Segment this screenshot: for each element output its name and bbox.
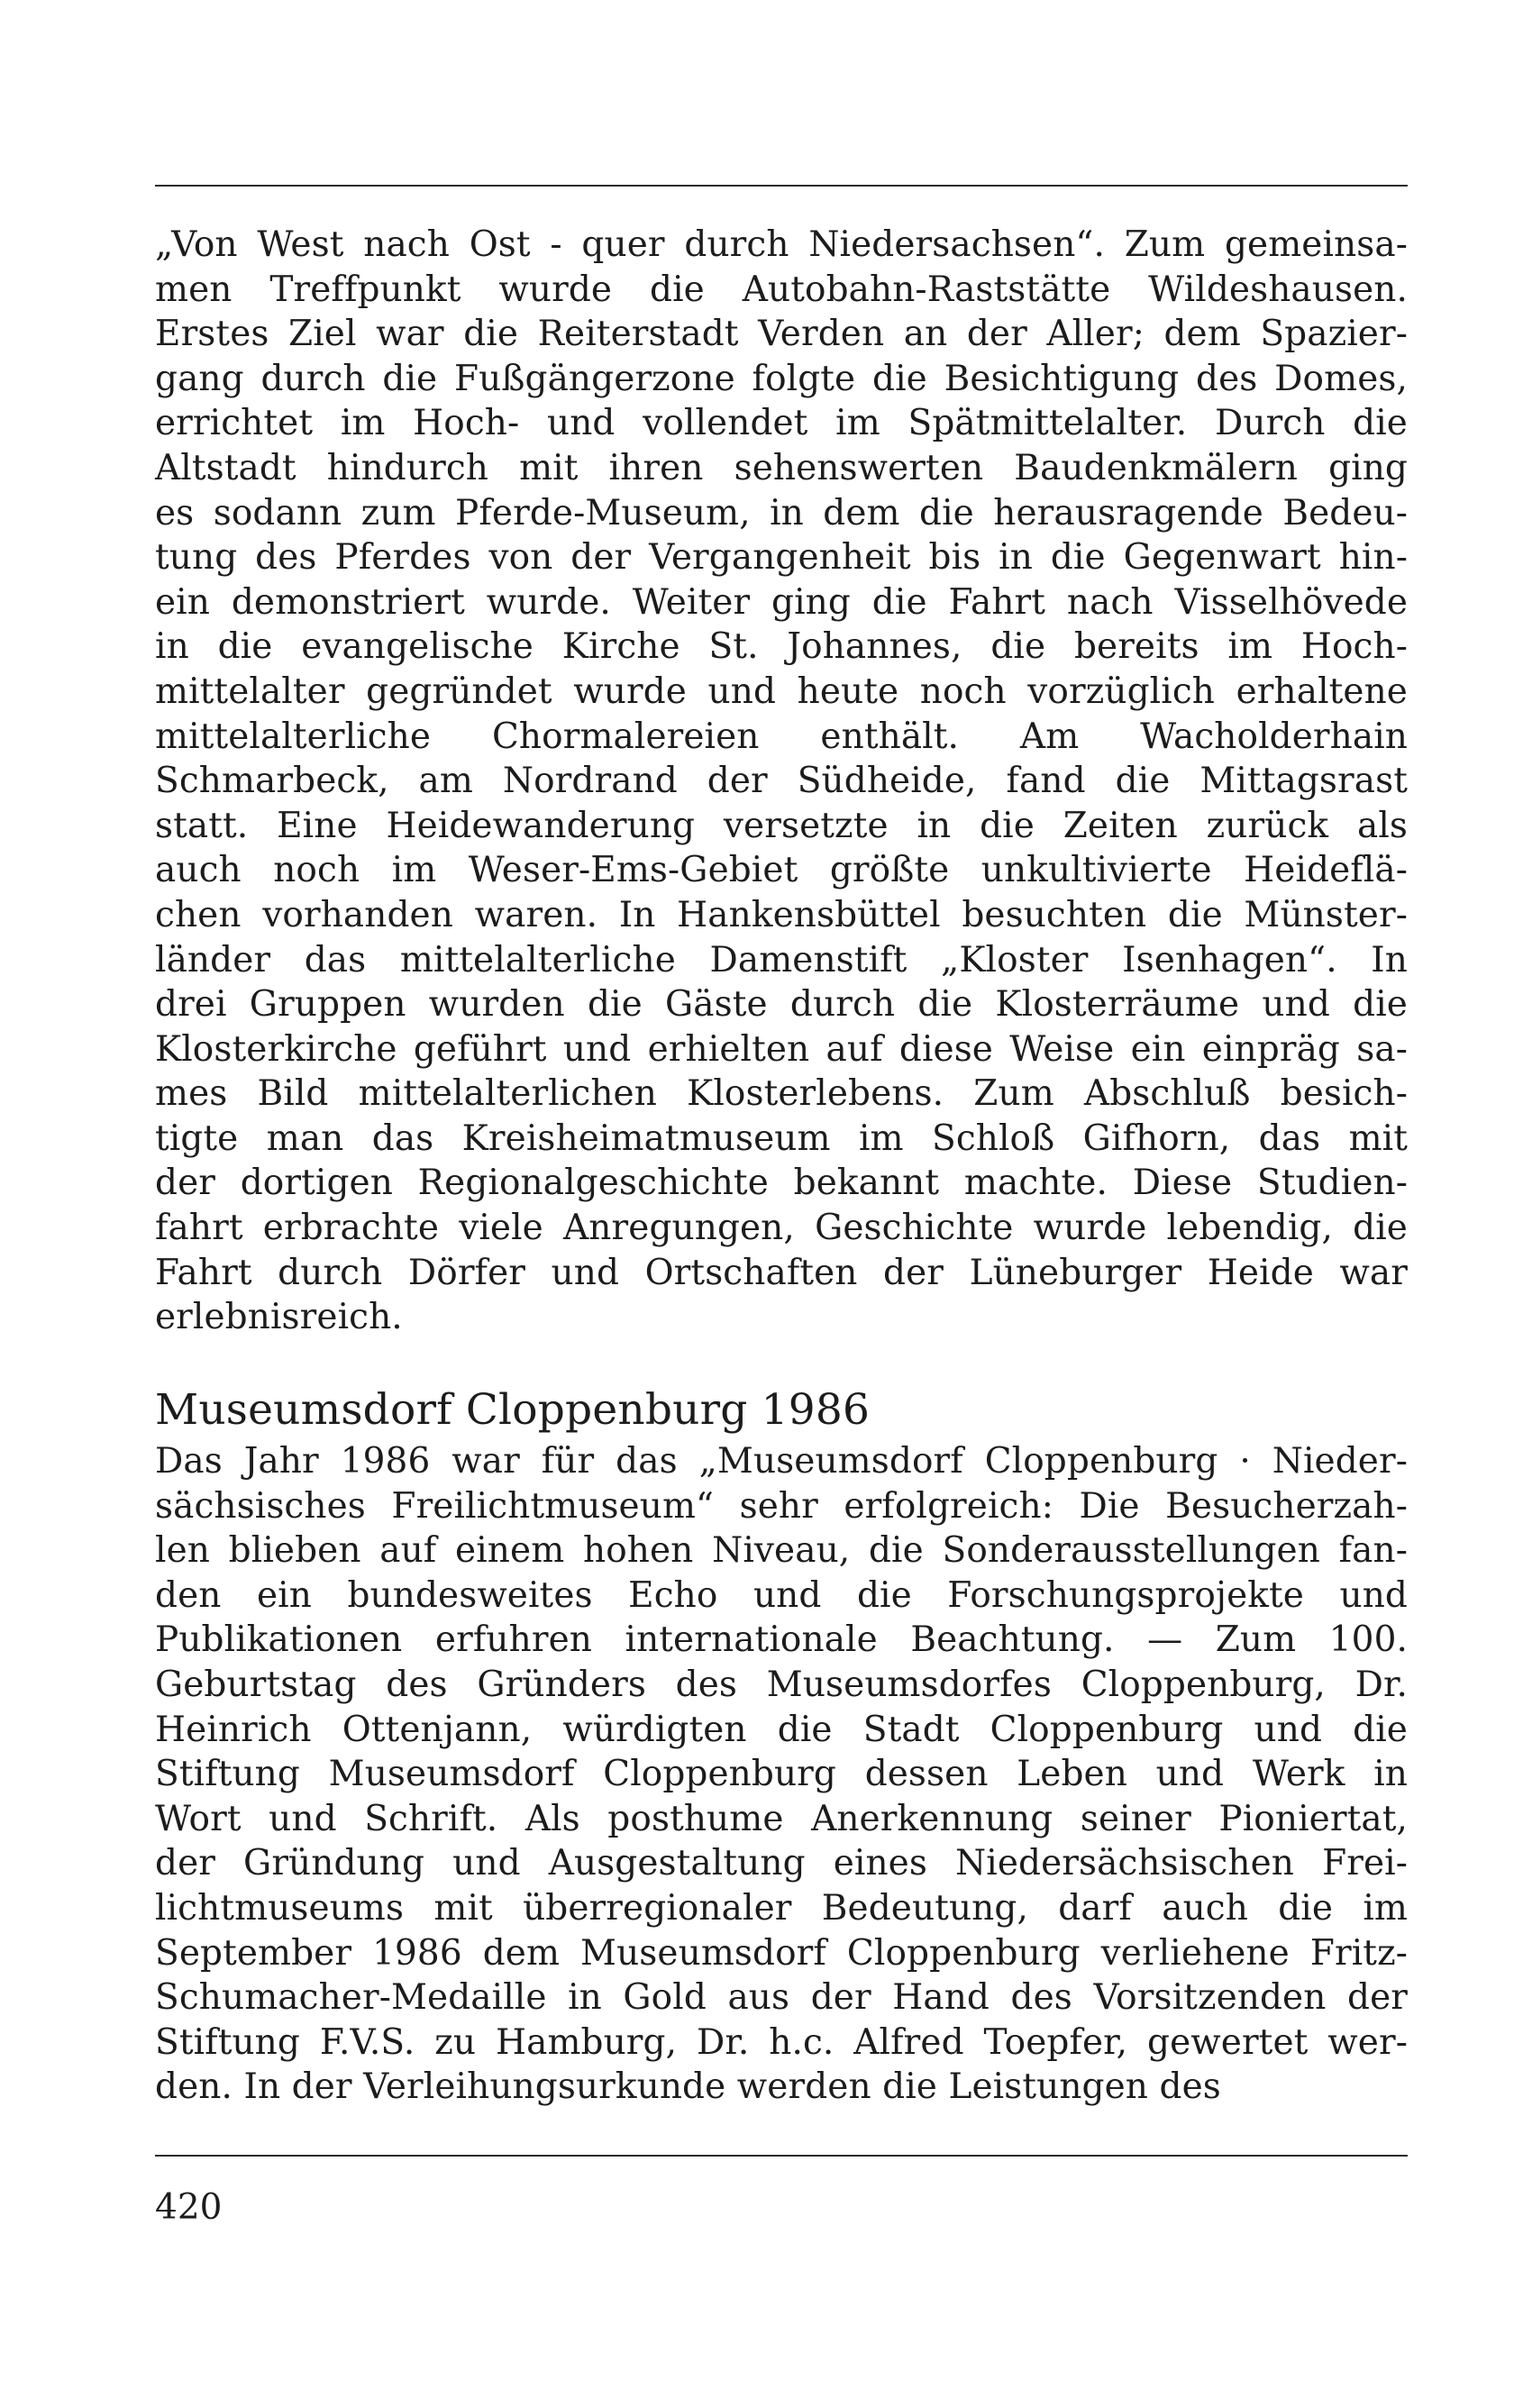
text-line: len blieben auf einem hohen Niveau, die Sonderausstellungen fan-	[155, 1530, 1408, 1572]
text-line: in die evangelische Kirche St. Johannes, die bereits im Hoch-	[155, 626, 1408, 668]
paragraph-museumsdorf	[155, 1439, 1408, 2110]
text-line: sächsisches Freilichtmuseum“ sehr erfolgreich: Die Besucherzah-	[155, 1485, 1408, 1527]
text-line: tung des Pferdes von der Vergangenheit bis in die Gegenwart hin-	[155, 537, 1408, 579]
text-line: Fahrt durch Dörfer und Ortschaften der Lüneburger Heide war	[155, 1252, 1408, 1293]
text-line: chen vorhanden waren. In Hankensbüttel besuchten die Münster-	[155, 894, 1408, 935]
text-line: mittelalter gegründet wurde und heute noch vorzüglich erhaltene	[155, 670, 1408, 712]
paragraph-studienfahrt	[155, 223, 1408, 1340]
text-line: Schumacher-Medaille in Gold aus der Hand des Vorsitzenden der	[155, 1977, 1408, 2019]
text-line: mes Bild mittelalterlichen Klosterlebens. Zum Abschluß besich-	[155, 1073, 1408, 1115]
text-line: erlebnisreich.	[155, 1297, 403, 1338]
text-line: errichtet im Hoch- und vollendet im Spätmittelalter. Durch die	[155, 403, 1408, 444]
text-line: Wort und Schrift. Als posthume Anerkennung seiner Pioniertat,	[155, 1798, 1408, 1839]
text-line: tigte man das Kreisheimatmuseum im Schloß Gifhorn, das mit	[155, 1117, 1408, 1159]
text-line: lichtmuseums mit überregionaler Bedeutung, darf auch die im	[155, 1887, 1408, 1929]
bottom-rule	[155, 2155, 1408, 2157]
text-line: gang durch die Fußgängerzone folgte die Besichtigung des Domes,	[155, 358, 1408, 399]
text-line: Stiftung F.V.S. zu Hamburg, Dr. h.c. Alfred Toepfer, gewertet wer-	[155, 2021, 1408, 2063]
text-line: Schmarbeck, am Nordrand der Südheide, fand die Mittagsrast	[155, 761, 1408, 802]
text-line: fahrt erbrachte viele Anregungen, Geschichte wurde lebendig, die	[155, 1208, 1408, 1249]
text-line: auch noch im Weser-Ems-Gebiet größte unkultivierte Heideflä-	[155, 850, 1408, 891]
text-line: es sodann zum Pferde-Museum, in dem die herausragende Bedeu-	[155, 492, 1408, 534]
text-line: mittelalterliche Chormalereien enthält. Am Wacholderhain	[155, 716, 1408, 757]
section-heading: Museumsdorf Cloppenburg 1986	[155, 1385, 871, 1435]
text-line: Heinrich Ottenjann, würdigten die Stadt Cloppenburg und die	[155, 1709, 1408, 1750]
text-line: Stiftung Museumsdorf Cloppenburg dessen Leben und Werk in	[155, 1754, 1408, 1795]
top-rule	[155, 185, 1408, 187]
text-line: der dortigen Regionalgeschichte bekannt machte. Diese Studien-	[155, 1163, 1408, 1204]
text-line: ein demonstriert wurde. Weiter ging die Fahrt nach Visselhövede	[155, 581, 1408, 623]
text-line: „Von West nach Ost - quer durch Niedersachsen“. Zum gemeinsa-	[155, 224, 1408, 265]
text-line: den ein bundesweites Echo und die Forschungsprojekte und	[155, 1574, 1408, 1616]
text-line: men Treffpunkt wurde die Autobahn-Raststätte Wildeshausen.	[155, 269, 1408, 310]
text-line: der Gründung und Ausgestaltung eines Niedersächsischen Frei-	[155, 1843, 1408, 1884]
text-line: den. In der Verleihungsurkunde werden die Leistungen des	[155, 2066, 1221, 2108]
page-number: 420	[155, 2187, 223, 2228]
text-line: Publikationen erfuhren internationale Beachtung. — Zum 100.	[155, 1619, 1408, 1661]
text-line: drei Gruppen wurden die Gäste durch die Klosterräume und die	[155, 984, 1408, 1026]
text-line: September 1986 dem Museumsdorf Cloppenburg verliehene Fritz-	[155, 1932, 1408, 1974]
text-line: Das Jahr 1986 war für das „Museumsdorf Cloppenburg · Nieder-	[155, 1441, 1408, 1482]
text-line: Geburtstag des Gründers des Museumsdorfes Cloppenburg, Dr.	[155, 1664, 1408, 1705]
text-line: Klosterkirche geführt und erhielten auf diese Weise ein einpräg sa-	[155, 1028, 1408, 1070]
text-line: länder das mittelalterliche Damenstift „Kloster Isenhagen“. In	[155, 939, 1408, 981]
text-line: Altstadt hindurch mit ihren sehenswerten Baudenkmälern ging	[155, 447, 1408, 488]
text-line: Erstes Ziel war die Reiterstadt Verden an der Aller; dem Spazier-	[155, 314, 1408, 355]
text-line: statt. Eine Heidewanderung versetzte in die Zeiten zurück als	[155, 805, 1408, 846]
